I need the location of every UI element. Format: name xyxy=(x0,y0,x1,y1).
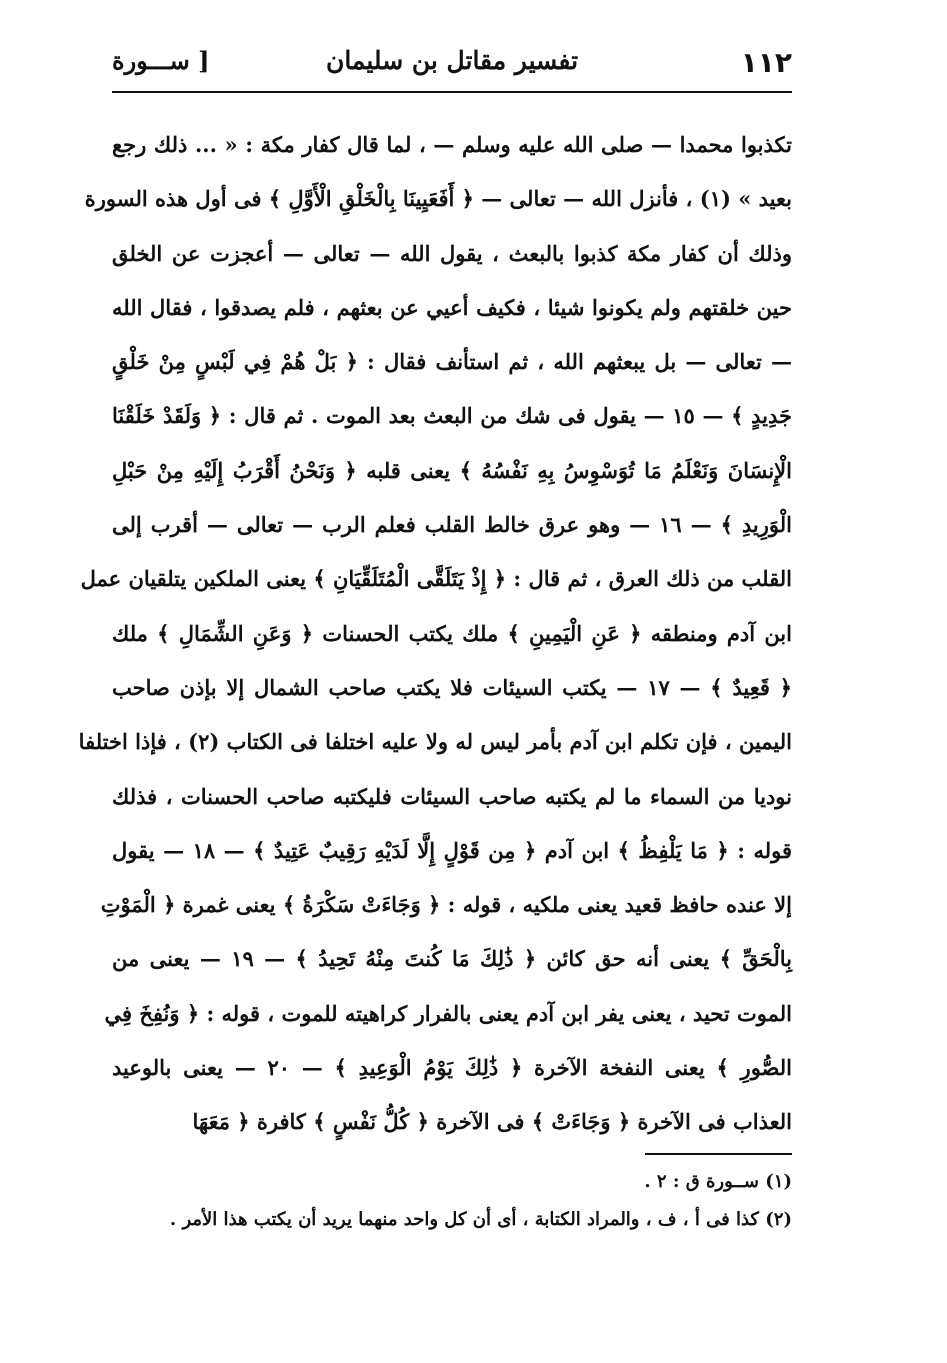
page-header xyxy=(112,40,792,90)
footnote-divider xyxy=(645,1153,792,1155)
text-line: ابن آدم ومنطقه ﴿ عَنِ الْيَمِينِ ﴾ ملك يكتب الحسنات ﴿ وَعَنِ الشِّمَالِ ﴾ ملك xyxy=(112,620,792,646)
surah-label: [ ســـورة xyxy=(112,46,210,75)
text-line: بِالْحَقِّ ﴾ يعنى أنه حق كائن ﴿ ذَٰلِكَ مَا كُنتَ مِنْهُ تَحِيدُ ﴾ — ١٩ — يعنى من xyxy=(112,946,792,972)
text-line: القلب من ذلك العرق ، ثم قال : ﴿ إِذْ يَتَلَقَّى الْمُتَلَقِّيَانِ ﴾ يعنى الملكين يتلقيان عمل xyxy=(80,566,792,592)
text-line: الْوَرِيدِ ﴾ — ١٦ — وهو عرق خالط القلب فعلم الرب — تعالى — أقرب إلى xyxy=(112,512,792,538)
text-line: تكذبوا محمدا — صلى الله عليه وسلم — ، لما قال كفار مكة : « ... ذلك رجع xyxy=(112,132,792,157)
text-line: — تعالى — بل يبعثهم الله ، ثم استأنف فقال : ﴿ بَلْ هُمْ فِي لَبْسٍ مِنْ خَلْقٍ xyxy=(112,349,792,375)
text-line: بعيد » (١) ، فأنزل الله — تعالى — ﴿ أَفَعَيِينَا بِالْخَلْقِ الْأَوَّلِ ﴾ فى أول هذه السورة xyxy=(84,186,792,212)
header-divider xyxy=(112,91,792,93)
text-line: الموت تحيد ، يعنى يفر ابن آدم يعنى بالفرار كراهيته للموت ، قوله : ﴿ وَنُفِخَ فِي xyxy=(104,1000,792,1026)
running-title: تفسير مقاتل بن سليمان xyxy=(325,46,579,75)
text-line: حين خلقتهم ولم يكونوا شيئا ، فكيف أعيي عن بعثهم ، فلم يصدقوا ، فقال الله xyxy=(112,294,792,320)
footnotes xyxy=(112,1163,792,1239)
text-line: العذاب فى الآخرة ﴿ وَجَاءَتْ ﴾ فى الآخرة ﴿ كُلُّ نَفْسٍ ﴾ كافرة ﴿ مَعَهَا xyxy=(192,1109,792,1135)
main-text xyxy=(78,118,792,1150)
page-number: ١١٢ xyxy=(740,46,792,79)
text-line: ﴿ قَعِيدٌ ﴾ — ١٧ — يكتب السيئات فلا يكتب صاحب الشمال إلا بإذن صاحب xyxy=(112,674,792,700)
footnote-2: (٢) كذا فى أ ، ف ، والمراد الكتابة ، أى أن كل واحد منهما يريد أن يكتب هذا الأمر . xyxy=(169,1209,792,1230)
text-line: قوله : ﴿ مَا يَلْفِظُ ﴾ ابن آدم ﴿ مِن قَوْلٍ إِلَّا لَدَيْهِ رَقِيبٌ عَتِيدٌ ﴾ — ١٨ — يقول xyxy=(112,837,792,863)
text-line: إلا عنده حافظ قعيد يعنى ملكيه ، قوله : ﴿ وَجَاءَتْ سَكْرَةُ ﴾ يعنى غمرة ﴿ الْمَوْتِ xyxy=(100,892,792,918)
text-line: الْإِنسَانَ وَنَعْلَمُ مَا تُوَسْوِسُ بِهِ نَفْسُهُ ﴾ يعنى قلبه ﴿ وَنَحْنُ أَقْرَبُ إِلَيْهِ مِنْ حَبْلِ xyxy=(112,457,792,483)
footnote-1: (١) ســورة ق : ٢ . xyxy=(644,1171,792,1192)
text-line: الصُّورِ ﴾ يعنى النفخة الآخرة ﴿ ذَٰلِكَ يَوْمُ الْوَعِيدِ ﴾ — ٢٠ — يعنى بالوعيد xyxy=(112,1055,792,1081)
text-line: جَدِيدٍ ﴾ — ١٥ — يقول فى شك من البعث بعد الموت . ثم قال : ﴿ وَلَقَدْ خَلَقْنَا xyxy=(112,403,792,429)
text-line: اليمين ، فإن تكلم ابن آدم بأمر ليس له ولا عليه اختلفا فى الكتاب (٢) ، فإذا اختلفا xyxy=(78,729,792,755)
text-line: وذلك أن كفار مكة كذبوا بالبعث ، يقول الله — تعالى — أعجزت عن الخلق xyxy=(112,240,792,266)
text-line: نوديا من السماء ما لم يكتبه صاحب السيئات فليكتبه صاحب الحسنات ، فذلك xyxy=(112,783,792,809)
